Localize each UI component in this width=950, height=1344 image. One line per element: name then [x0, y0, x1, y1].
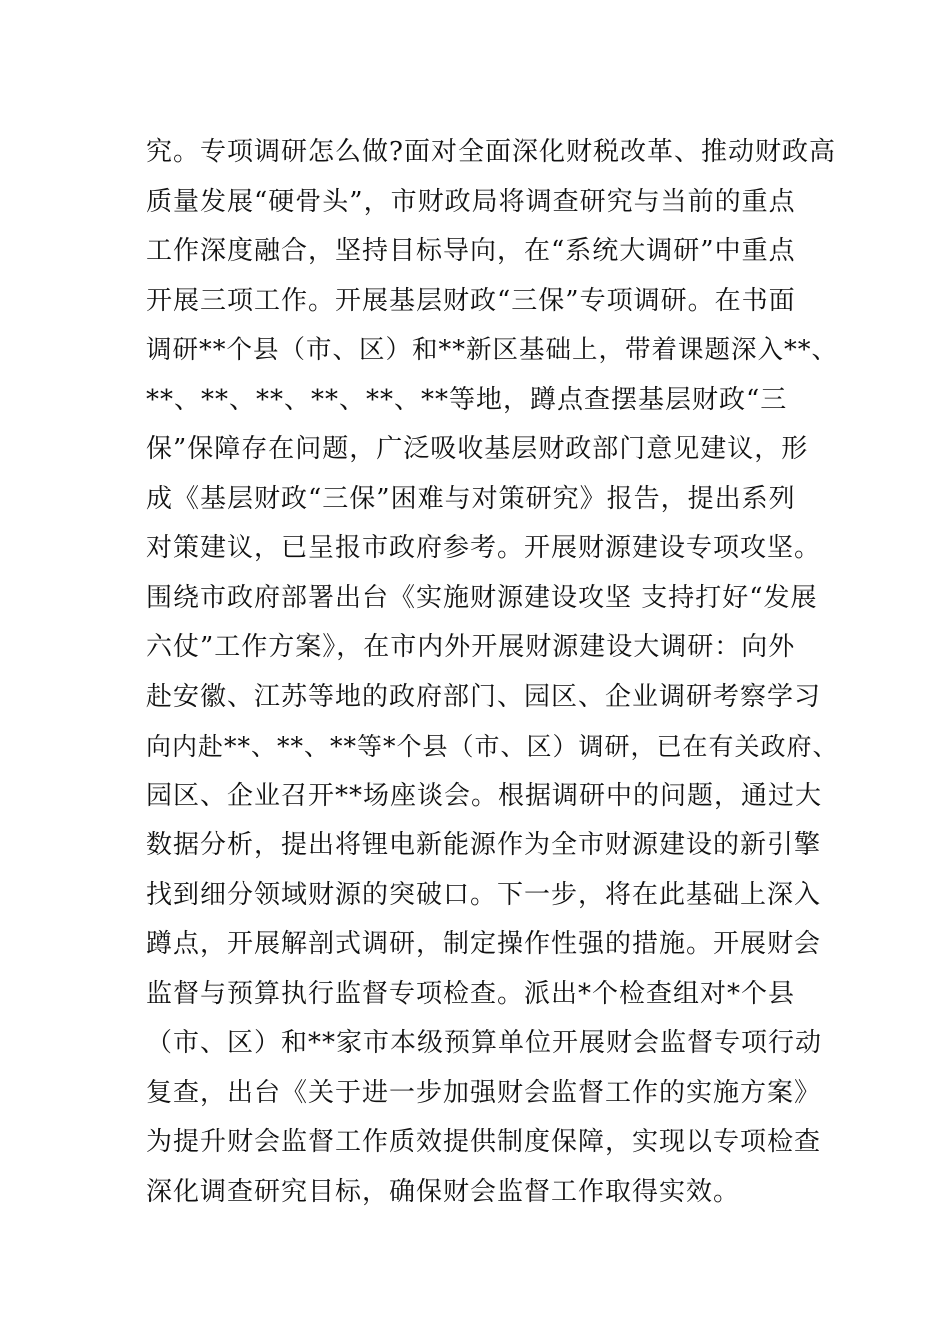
text-line: 调研**个县（市、区）和**新区基础上，带着课题深入**、	[146, 335, 839, 365]
text-line: 工作深度融合，坚持目标导向，在“系统大调研”中重点	[146, 236, 796, 266]
text-line: 六仗”工作方案》，在市内外开展财源建设大调研：向外	[146, 632, 796, 662]
text-line: 数据分析，提出将锂电新能源作为全市财源建设的新引擎	[146, 830, 822, 860]
text-line: （市、区）和**家市本级预算单位开展财会监督专项行动	[146, 1028, 823, 1058]
text-line: **、**、**、**、**、**等地，蹲点查摆基层财政“三	[146, 384, 788, 415]
body-paragraph	[146, 128, 846, 1217]
text-line: 找到细分领域财源的突破口。下一步，将在此基础上深入	[146, 879, 822, 910]
text-line: 园区、企业召开**场座谈会。根据调研中的问题，通过大	[146, 780, 823, 811]
text-line: 对策建议，已呈报市政府参考。开展财源建设专项攻坚。	[146, 533, 822, 563]
text-line: 围绕市政府部署出台《实施财源建设攻坚 支持打好“发展	[146, 582, 818, 613]
text-line: 赴安徽、江苏等地的政府部门、园区、企业调研考察学习	[146, 681, 822, 712]
text-line: 成《基层财政“三保”困难与对策研究》报告，提出系列	[146, 483, 796, 514]
text-line: 监督与预算执行监督专项检查。派出*个检查组对*个县	[146, 978, 796, 1009]
text-line: 深化调查研究目标，确保财会监督工作取得实效。	[146, 1176, 741, 1207]
text-line: 复查，出台《关于进一步加强财会监督工作的实施方案》	[146, 1077, 822, 1108]
text-line: 究。专项调研怎么做?面对全面深化财税改革、推动财政高	[146, 137, 836, 167]
text-line: 质量发展“硬骨头”，市财政局将调查研究与当前的重点	[146, 186, 796, 217]
text-line: 向内赴**、**、**等*个县（市、区）调研，已在有关政府、	[146, 732, 839, 761]
text-line: 蹲点，开展解剖式调研，制定操作性强的措施。开展财会	[146, 929, 822, 959]
text-line: 为提升财会监督工作质效提供制度保障，实现以专项检查	[146, 1127, 822, 1157]
text-line: 开展三项工作。开展基层财政“三保”专项调研。在书面	[146, 285, 796, 316]
text-line: 保”保障存在问题，广泛吸收基层财政部门意见建议，形	[146, 434, 809, 464]
